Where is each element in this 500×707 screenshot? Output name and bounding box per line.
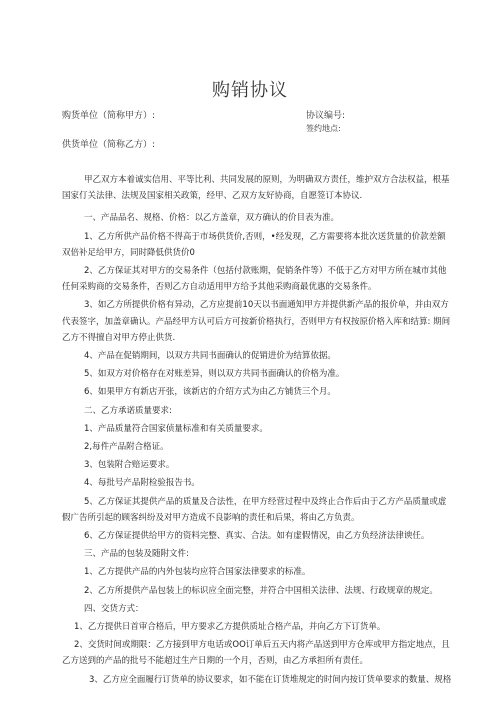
clause-paragraph: 3、乙方应全面履行订货单的协议要求，如不能在订货堆规定的时间内按订货单要求的数量、规格 [89, 674, 452, 685]
agreement-body [62, 172, 452, 690]
section-heading-price: 一、产品品名、规格、价格：以乙方盖章，双方确认的价目表为准。 [84, 213, 340, 224]
sign-place-label: 签约地点: [306, 124, 341, 133]
intro-paragraph: 甲乙双方本着诚实信用、平等比利、共同发展的原则，为明确双方责任，维护双方合法权益，根基国家仃关法律、法规及国家相关政策，经甲、乙双方友好协商，自愿签订本协议. [62, 175, 450, 202]
clause-paragraph: 2、交货时间或期限：乙方接到甲方电话或OO订单后五天内将产品送到甲方仓库或甲方指定地点，且乙方送到的产品的批号不能超过生产日期的一个月，否则，由乙方承担所有责任。 [62, 640, 450, 667]
clause-paragraph: 5、如双方对价格存在对账差异，则以双方共同书面确认的价格为准。 [84, 369, 345, 380]
clause-paragraph: 3、包装附合赔运要求。 [84, 460, 175, 471]
clause-paragraph: 4、产品在促销期间，以双方共同书面确认的促销进价为结算依据。 [84, 351, 336, 362]
clause-paragraph: 2、乙方所提供产品包装上的标识应全面完整，并符合中国相关法律、法规、行政规章的规定。 [84, 585, 438, 596]
clause-paragraph: 3、如乙方所提供价格有异动，乙方应提前10天以书面通知甲方并提供新产品的报价单，并由双方代表签字，加盖章确认。产品经甲方认可后方可按新价格执行，否则甲方有权按原价格入库和结算: 期间乙方不得擅自对甲方停止供货. [62, 300, 451, 343]
clause-paragraph: 1、乙方所供产品价格不得高于市场供货价,否则，•经发现，乙方需要将本批次送货量的价款差额双倍补足给甲方，同时降低供货价0 [62, 231, 446, 258]
section-heading-delivery: 四、交货方式： [84, 603, 144, 614]
supplier-field-label: 供货单位（简称乙方）: [62, 140, 156, 150]
clause-paragraph: 1、产品质量符合国家侦量标准和有关质量要求。 [84, 423, 268, 434]
clause-paragraph: 6、乙方保证提供给甲方的资料完整、真实、合法。如有虚假情况，由乙方负经济法律谀任。 [84, 531, 430, 542]
agreement-number-label: 协议编号: [306, 111, 346, 121]
clause-paragraph: 5、乙方保证其提供产品的质量及合法性，在甲方经营过程中及终止合作后由于乙方产品质量或虚假广告所引起的顾客纠纷及对甲方造成不良影响的责任和后果，将由乙方负责。 [62, 496, 447, 523]
document-title: 购销协议 [212, 80, 288, 101]
buyer-field-label: 购货单位（简称甲方）: [62, 111, 156, 121]
clause-paragraph: 2,每件产品附合格证。 [84, 442, 169, 453]
clause-paragraph: 6、如果甲方有新店开张，该新店的介绍方式为由乙方铺货三个月。 [84, 387, 336, 398]
clause-paragraph: 2、乙方保证其对甲方的交易条件（包括付款账期，促销条件等）不低于乙方对甲方所在城市其他任何采购商的交易条件，否则乙方自动适用甲方给予其他采购商最优惠的交易条件。 [62, 266, 447, 293]
section-heading-quality: 二、乙方承诺质量要求: [84, 405, 172, 416]
section-heading-packaging: 三、产品的包装及随附文件: [84, 549, 189, 560]
clause-paragraph: 4、每批号产品附检验报告书。 [84, 478, 200, 489]
clause-paragraph: 1、乙方提供日首审合格后，甲方要求乙方提供质址合格产品，并向乙方下订货单。 [74, 622, 386, 633]
clause-paragraph: 1、乙方提供产品的内外包装均应符合国家法律要求的标准。 [84, 567, 311, 578]
